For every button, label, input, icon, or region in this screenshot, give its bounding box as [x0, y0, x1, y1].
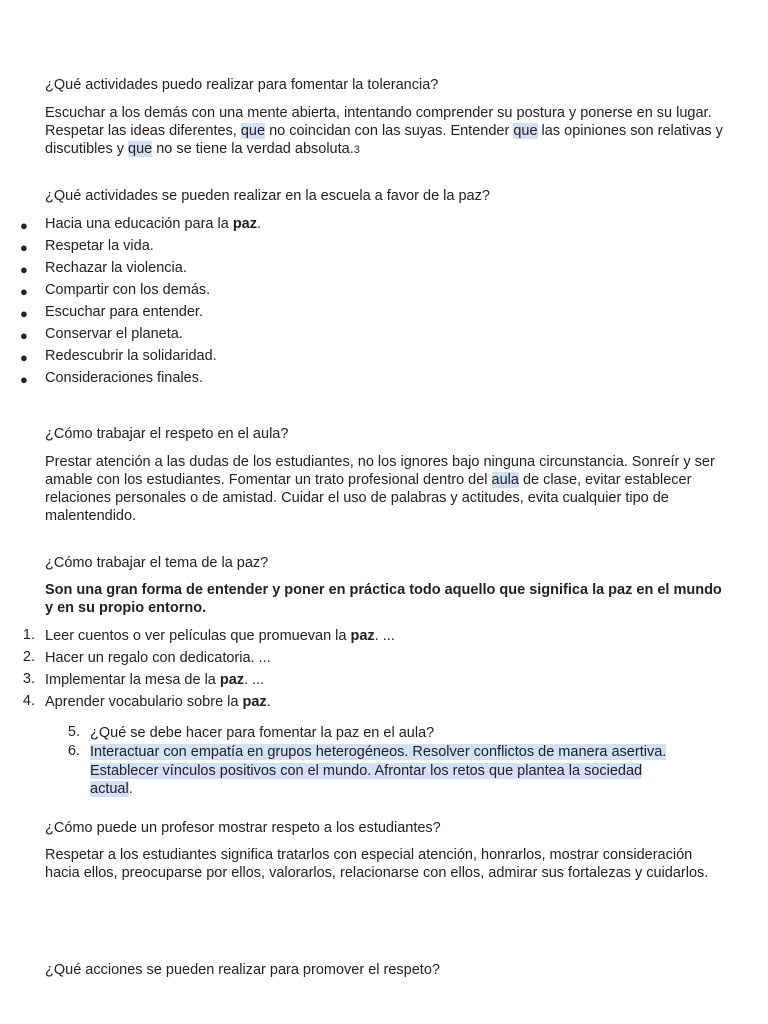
bullet-icon: ●: [20, 262, 28, 277]
question-escuela-paz: ¿Qué actividades se pueden realizar en la escuela a favor de la paz?: [45, 188, 490, 204]
question-respeto-aula: ¿Cómo trabajar el respeto en el aula?: [45, 426, 289, 442]
bullet-icon: ●: [20, 328, 28, 343]
question-tolerancia: ¿Qué actividades puedo realizar para fomentar la tolerancia?: [45, 77, 439, 93]
question-tema-paz: ¿Cómo trabajar el tema de la paz?: [45, 555, 269, 571]
answer-tolerancia: Escuchar a los demás con una mente abierta, intentando comprender su postura y ponerse en su lugar. Respetar las ideas diferentes, que no coincidan con las suyas. Entender que las opiniones son relativas y discutibles y que no se tiene la verdad absoluta.3: [45, 105, 723, 157]
bullet-icon: ●: [20, 240, 28, 255]
answer-profesor-respeto: Respetar a los estudiantes significa tratarlos con especial atención, honrarlos, mostrar consideración hacia ellos, preocuparse por ellos, valorarlos, relacionarse con ellos, admirar sus fortalezas y cuidarlos.: [45, 847, 709, 881]
bullet-icon: ●: [20, 284, 28, 299]
question-acciones-respeto: ¿Qué acciones se pueden realizar para promover el respeto?: [45, 962, 440, 978]
bullet-icon: ●: [20, 372, 28, 387]
question-profesor-respeto: ¿Cómo puede un profesor mostrar respeto a los estudiantes?: [45, 820, 441, 836]
answer-respeto-aula: Prestar atención a las dudas de los estudiantes, no los ignores bajo ninguna circunstancia. Sonreír y ser amable con los estudiantes. Fomentar un trato profesional dentro del aula de clase, evitar establecer relaciones personales o de amistad. Cuidar el uso de palabras y actitudes, evita cualquier tipo de malentendido.: [45, 454, 715, 524]
highlighted-text: Interactuar con empatía en grupos heterogéneos. Resolver conflictos de manera asertiva. Establecer vínculos positivos con el mundo. Afrontar los retos que plantea la sociedad actual: [90, 744, 667, 797]
answer-tema-paz: Son una gran forma de entender y poner en práctica todo aquello que significa la paz en el mundo y en su propio entorno.: [45, 582, 722, 616]
bullet-icon: ●: [20, 306, 28, 321]
bullet-icon: ●: [20, 350, 28, 365]
page: ¿Qué actividades puedo realizar para fomentar la tolerancia? Escuchar a los demás con una mente abierta, intentando comprender su postura y ponerse en su lugar. Respetar las ideas diferentes, que no coincidan con las suyas. Entender que las opiniones son relativas y discutibles y que no se tiene la verdad absoluta.3 ¿Qué actividades se pueden realizar en la escuela a favor de la paz? ● Hacia una educación para la paz. ● Respetar la vida. ● Rechazar la violencia. ● Compartir con los demás. ● Escuchar para entender. ● Conservar el planeta. ● Redescubrir la solidaridad. ● Consideraciones finales. ¿Cómo trabajar el respeto en el aula? Prestar atención a las dudas de los estudiantes, no los ignores bajo ninguna circunstancia. Sonreír y ser amable con los estudiantes. Fomentar un trato profesional dentro del aula de clase, evitar establecer relaciones personales o de amistad. Cuidar el uso de palabras y actitudes, evita cualquier tipo de malentendido. ¿Cómo trabajar el tema de la paz? Son una gran forma de entender y poner en práctica todo aquello que significa la paz en el mundo y en su propio entorno. 1. Leer cuentos o ver películas que promuevan la paz. ... 2. Hacer un regalo con dedicatoria. ... 3. Implementar la mesa de la paz. ... 4. Aprender vocabulario sobre la paz. 5. ¿Qué se debe hacer para fomentar la paz en el aula? 6. Interactuar con empatía en grupos heterogéneos. Resolver conflictos de manera asertiva. Establecer vínculos positivos con el mundo. Afrontar los retos que plantea la sociedad actual. ¿Cómo puede un profesor mostrar respeto a los estudiantes? Respetar a los estudiantes significa tratarlos con especial atención, honrarlos, mostrar consideración hacia ellos, preocuparse por ellos, valorarlos, relacionarse con ellos, admirar sus fortalezas y cuidarlos. ¿Qué acciones se pueden realizar para promover el respeto?: [0, 0, 768, 1024]
footnote-ref[interactable]: 3: [353, 144, 360, 156]
bullet-icon: ●: [20, 218, 28, 233]
